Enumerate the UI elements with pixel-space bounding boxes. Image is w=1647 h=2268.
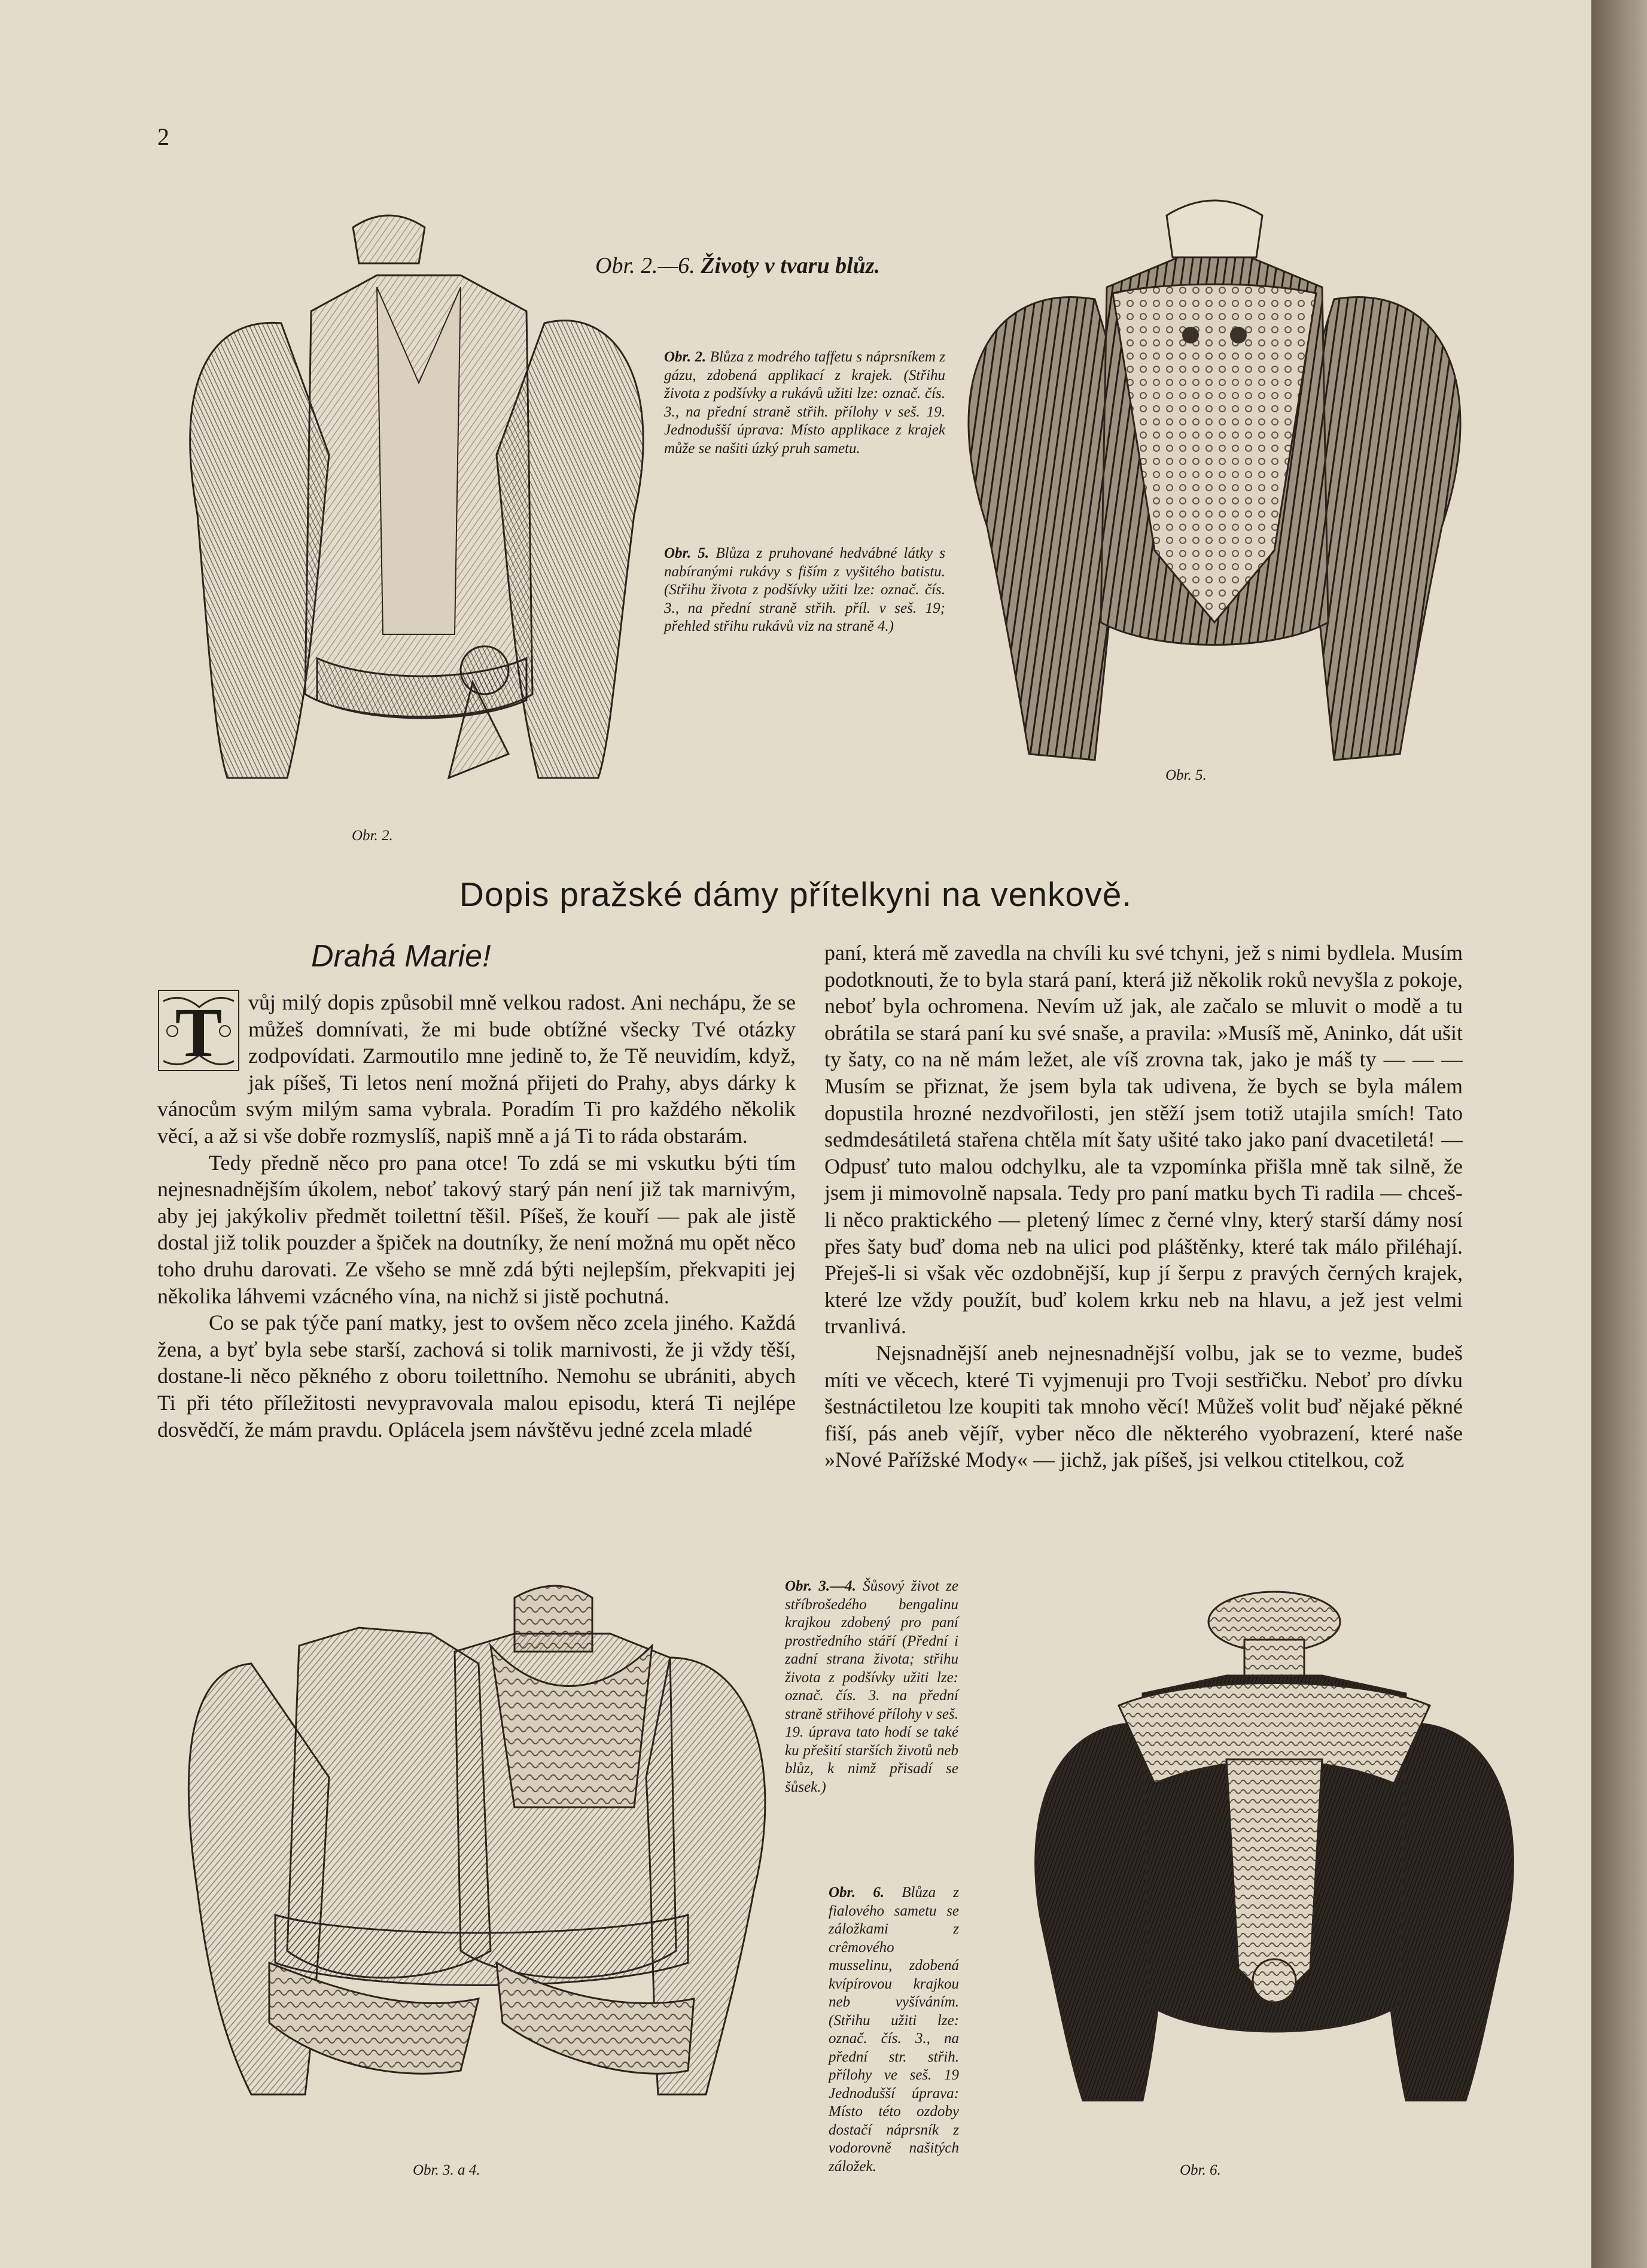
figure-5-svg — [939, 191, 1490, 790]
figure-3-4-bodice-illustration — [179, 1580, 784, 2154]
caption-figure-5 — [664, 545, 945, 636]
figure-6-blouse-illustration — [1011, 1586, 1538, 2160]
paragraph-3: Co se pak týče paní matky, jest to ovšem něco zcela jiného. Každá žena, a byť byla sebe starší, zachová si tolik marnivosti, že ji vždy těší, dostane-li něco pěkného z oboru toilettního. Nemohu se ubrániti, abych Ti při této příležitosti nevypravovala malou episodu, která Ti nejlépe dosvědčí, že mám pravdu. Oplácela jsem návštěvu jedné zcela mladé — [157, 1311, 796, 1442]
caption-figure-6-text: Blůza z fialového sametu se záložkami z crêmového musselinu, zdobená kvípírovou krajkou neb vyšíváním. (Střihu užiti lze: označ. čís. 3., na přední str. střih. přílohy ve seš. 19 Jednodušší úprava: Místo této ozdoby dostačí náprsník z vodorovně našitých záložek. — [829, 1884, 959, 2175]
paragraph-5: Nejsnadnější aneb nejnesnadnější volbu, jak se to vezme, budeš míti ve věcech, které Ti vyjmenuji pro Tvoji sestřičku. Neboť pro dívku šestnáctiletou lze koupiti tak mnoho věcí! Můžeš volit buď nějaké pěkné fiší, pás aneb vějíř, vyber něco dle některého vyobrazení, které naše »Nové Pařížské Mody« — jichž, jak píšeš, jsi velkou ctitelkou, což — [824, 1340, 1463, 1472]
caption-figure-5-label: Obr. 5. — [664, 545, 710, 561]
figure-3-4-svg — [179, 1580, 784, 2154]
label-obr-3-4: Obr. 3. a 4. — [413, 2162, 480, 2178]
caption-figure-2-text: Blůza z modrého taffetu s náprsníkem z gázu, zdobená applikací z krajek. (Střihu života z podšívky a rukávů užiti lze: označ. čís. 3., na přední straně střih. přílohy v seš. 19. Jednodušší úprava: Místo applikace z krajek může se našiti úzký pruh sametu. — [664, 349, 946, 457]
salutation: Drahá Marie! — [311, 939, 491, 974]
figure-header-title: Životy v tvaru blůz. — [701, 253, 881, 278]
dropcap-svg — [157, 989, 240, 1072]
label-obr-2: Obr. 2. — [352, 828, 393, 844]
caption-figure-2-label: Obr. 2. — [664, 349, 707, 365]
book-spine-edge — [1591, 0, 1647, 2268]
article-column-right — [824, 940, 1463, 1473]
caption-figure-5-text: Blůza z pruhované hedvábné látky s nabíranými rukávy s fiším z vyšitého batistu. (Střihu života z podšívky užiti lze: označ. čís. 3., na přední straně střih. příl. v seš. 19; přehled střihu rukávů viz na straně 4.) — [664, 545, 946, 634]
label-obr-6: Obr. 6. — [1180, 2162, 1221, 2178]
paragraph-1-text: vůj milý dopis způsobil mně velkou radost. Ani nechápu, že se můžeš domnívati, že mi bude obtížné všecky Tvé otázky zodpovídati. Zarmoutilo mne jedině to, že Tě neuvidím, když, jak píšeš, Ti letos není možná přijeti do Prahy, abys dárky k vánocům svým milým sama vybrala. Poradím Ti pro každého několik věcí, a až si vše dobře rozmyslíš, napiš mně a já Ti to ráda obstarám. — [157, 990, 796, 1148]
caption-figure-6-label: Obr. 6. — [829, 1884, 885, 1901]
dropcap-ornament — [157, 989, 240, 1072]
paragraph-4: paní, která mě zavedla na chvíli ku své tchyni, jež s nimi bydlela. Musím podotknouti, že to byla stará paní, která již několik roků nevyšla z pokoje, neboť byla ochromena. Nevím už jak, ale začalo se mluvit o modě a tu obrátila se stará paní ku své snaše, a pravila: »Musíš mě, Aninko, dát ušit ty šaty, co na ně mám ležet, ale víš zrovna tak, jako je máš ty — — — Musím se přiznat, že jsem byla tak udivena, že bych se byla málem dopustila hrozné nezdvořilosti, jen stěží jsem totiž utajila smích! Tato sedmdesátiletá stařena chtěla mít šaty ušité tako jako paní dvacetiletá! — Odpusť tuto malou odchylku, ale ta vzpomínka přišla mně tak silně, že jsem ji mimovolně napsala. Tedy pro paní matku bych Ti radila — chceš-li něco praktického — pletený límec z černé vlny, který starší dámy nosí přes šaty buď doma neb na ulici pod pláštěnky, které tak málo přiléhají. Přeješ-li si však věc ozdobnější, kup jí šerpu z pravých černých krajek, které lze vždy použít, buď kolem krku neb na hlavu, a jež jest velmi trvanlivá. — [824, 941, 1463, 1339]
caption-figure-3-4-text: Šůsový život ze stříbrošedého bengalinu krajkou zdobený pro paní prostředního stáří (Přední i zadní strana života; střihu života z podšívky užiti lze: označ. čís. 3. na přední straně střihové přílohy v seš. 19. úprava tato hodí se také ku přešití starších životů neb blůz, k nimž přisadí se šůsek.) — [785, 1578, 958, 1795]
page-number: 2 — [157, 123, 169, 150]
label-obr-5: Obr. 5. — [1165, 767, 1207, 783]
caption-figure-3-4 — [785, 1577, 958, 1796]
caption-figure-3-4-label: Obr. 3.—4. — [785, 1578, 856, 1594]
dropcap-letter: T — [175, 993, 223, 1072]
paragraph-2: Tedy předně něco pro pana otce! To zdá se mi vskutku býti tím nejnesnadnějším úkolem, neboť takový starý pán není již tak marnivým, aby jej jakýkoliv předmět toilettní těšil. Píšeš, že kouří — pak ale jistě dostal již tolik pouzder a špiček na doutníky, že není možná mu opět něco toho druhu darovati. Ze všeho se mně zdá býti nejlepším, překvapiti jej několika láhvemi vzácného vína, na nichž si jistě pochutná. — [157, 1150, 796, 1308]
figure-5-blouse-illustration — [939, 191, 1490, 790]
figure-6-svg — [1011, 1586, 1538, 2160]
caption-figure-2 — [664, 348, 945, 458]
figure-2-blouse-illustration — [173, 203, 664, 802]
figure-2-svg — [173, 203, 664, 802]
article-column-left — [157, 989, 796, 1443]
figure-header-prefix: Obr. 2.—6. — [595, 253, 701, 278]
article-title: Dopis pražské dámy přítelkyni na venkově. — [459, 875, 1132, 914]
caption-figure-6 — [829, 1884, 959, 2176]
paragraph-1 — [157, 989, 796, 1150]
